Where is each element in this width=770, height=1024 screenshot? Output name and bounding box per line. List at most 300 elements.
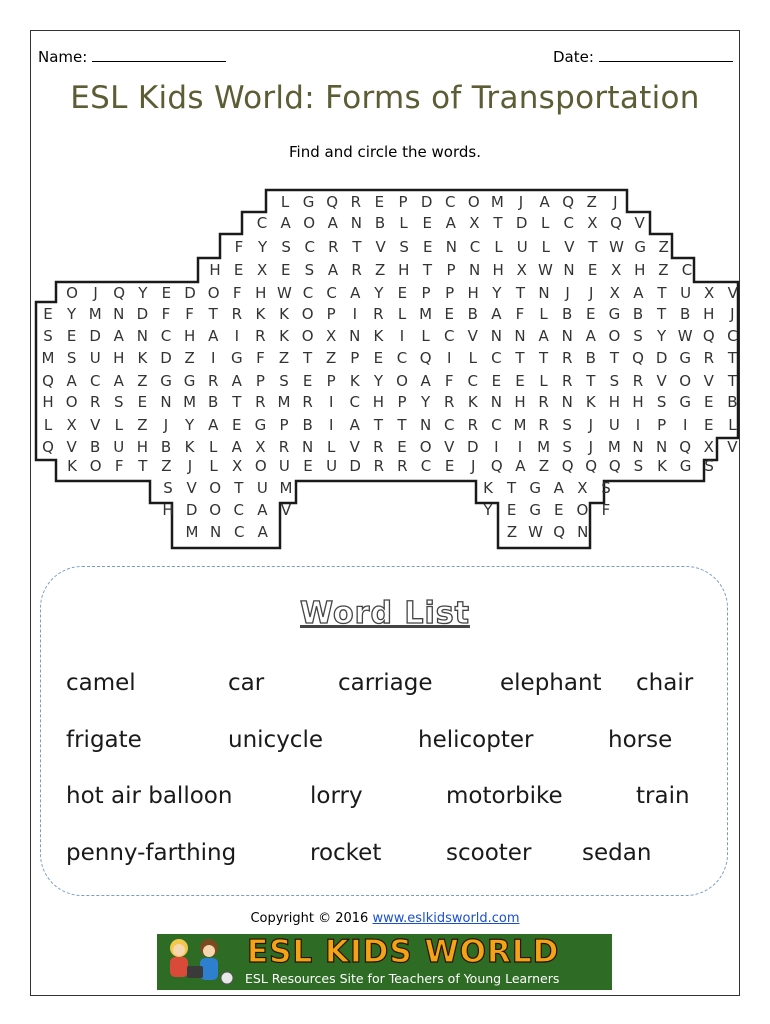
grid-letter[interactable]: P [657, 416, 667, 434]
grid-letter[interactable]: V [634, 214, 645, 232]
grid-letter[interactable]: U [326, 457, 338, 475]
grid-letter[interactable]: E [281, 261, 291, 279]
grid-letter[interactable]: C [304, 238, 316, 256]
grid-letter[interactable]: T [373, 416, 383, 434]
grid-letter[interactable]: V [727, 284, 738, 302]
grid-letter[interactable]: M [513, 416, 527, 434]
grid-letter[interactable]: L [541, 214, 550, 232]
grid-letter[interactable]: T [727, 349, 737, 367]
grid-letter[interactable]: Q [326, 193, 339, 211]
grid-letter[interactable]: O [303, 214, 316, 232]
grid-letter[interactable]: R [255, 327, 266, 345]
grid-letter[interactable]: B [727, 393, 738, 411]
grid-letter[interactable]: U [680, 284, 692, 302]
grid-letter[interactable]: K [67, 457, 77, 475]
grid-letter[interactable]: D [184, 284, 196, 302]
grid-letter[interactable]: Q [610, 214, 622, 232]
grid-letter[interactable]: N [514, 327, 526, 345]
grid-letter[interactable]: O [89, 457, 102, 475]
grid-letter[interactable]: L [399, 214, 408, 232]
grid-letter[interactable]: F [256, 349, 265, 367]
grid-letter[interactable]: Y [374, 284, 384, 302]
grid-letter[interactable]: K [483, 479, 493, 497]
grid-letter[interactable]: N [209, 523, 222, 541]
grid-letter[interactable]: C [467, 372, 479, 390]
grid-letter[interactable]: C [160, 327, 172, 345]
grid-letter[interactable]: X [703, 438, 714, 456]
grid-letter[interactable]: G [302, 193, 315, 211]
grid-letter[interactable]: N [113, 305, 125, 323]
grid-letter[interactable]: R [302, 393, 313, 411]
grid-letter[interactable]: E [515, 372, 525, 390]
grid-letter[interactable]: J [163, 416, 169, 434]
grid-letter[interactable]: A [280, 214, 291, 232]
grid-letter[interactable]: E [444, 305, 454, 323]
grid-letter[interactable]: R [703, 349, 715, 367]
grid-letter[interactable]: E [422, 214, 432, 232]
grid-letter[interactable]: T [232, 393, 242, 411]
grid-letter[interactable]: Q [679, 438, 692, 456]
grid-letter[interactable]: N [561, 393, 573, 411]
grid-letter[interactable]: Q [113, 284, 126, 302]
grid-letter[interactable]: N [538, 284, 550, 302]
grid-letter[interactable]: Z [137, 416, 148, 434]
grid-letter[interactable]: M [185, 523, 199, 541]
grid-letter[interactable]: E [704, 416, 714, 434]
grid-letter[interactable]: A [515, 457, 526, 475]
grid-letter[interactable]: P [446, 261, 456, 279]
grid-letter[interactable]: A [327, 261, 339, 279]
grid-letter[interactable]: S [609, 372, 620, 390]
grid-letter[interactable]: I [517, 438, 523, 456]
grid-letter[interactable]: V [90, 416, 101, 434]
grid-letter[interactable]: S [114, 393, 124, 411]
grid-letter[interactable]: M [183, 393, 197, 411]
grid-letter[interactable]: X [66, 416, 77, 434]
grid-letter[interactable]: P [397, 393, 407, 411]
grid-letter[interactable]: Q [585, 457, 598, 475]
grid-letter[interactable]: Z [137, 372, 148, 390]
grid-letter[interactable]: D [467, 438, 479, 456]
grid-letter[interactable]: P [398, 193, 408, 211]
grid-letter[interactable]: A [349, 416, 360, 434]
grid-letter[interactable]: W [537, 261, 553, 279]
grid-letter[interactable]: C [420, 457, 432, 475]
grid-letter[interactable]: E [232, 416, 242, 434]
grid-letter[interactable]: L [327, 438, 336, 456]
grid-letter[interactable]: X [611, 261, 622, 279]
grid-letter[interactable]: K [279, 305, 289, 323]
grid-letter[interactable]: N [490, 393, 503, 411]
grid-letter[interactable]: H [209, 261, 221, 279]
grid-letter[interactable]: B [302, 416, 313, 434]
grid-letter[interactable]: M [607, 438, 621, 456]
grid-letter[interactable]: W [276, 284, 292, 302]
grid-letter[interactable]: V [467, 327, 478, 345]
grid-letter[interactable]: D [185, 501, 198, 519]
grid-letter[interactable]: N [655, 438, 668, 456]
grid-letter[interactable]: U [516, 238, 528, 256]
grid-letter[interactable]: L [539, 372, 548, 390]
grid-letter[interactable]: G [160, 372, 172, 390]
grid-letter[interactable]: T [234, 479, 244, 497]
grid-letter[interactable]: A [633, 284, 644, 302]
grid-letter[interactable]: C [326, 284, 337, 302]
grid-letter[interactable]: L [209, 438, 218, 456]
grid-letter[interactable]: R [278, 438, 290, 456]
grid-letter[interactable]: H [162, 501, 174, 519]
grid-letter[interactable]: Y [373, 372, 383, 390]
grid-letter[interactable]: E [586, 305, 596, 323]
grid-letter[interactable]: F [232, 284, 242, 302]
grid-letter[interactable]: D [349, 457, 361, 475]
grid-letter[interactable]: Y [185, 416, 195, 434]
grid-letter[interactable]: U [608, 416, 620, 434]
grid-letter[interactable]: O [396, 372, 408, 390]
grid-letter[interactable]: R [373, 438, 384, 456]
grid-letter[interactable]: H [136, 438, 149, 456]
grid-letter[interactable]: B [374, 214, 386, 232]
grid-letter[interactable]: S [399, 238, 409, 256]
grid-letter[interactable]: B [632, 305, 644, 323]
grid-letter[interactable]: K [373, 327, 384, 345]
grid-letter[interactable]: H [514, 393, 526, 411]
grid-letter[interactable]: H [42, 393, 54, 411]
grid-letter[interactable]: T [586, 372, 596, 390]
grid-letter[interactable]: R [328, 238, 339, 256]
grid-letter[interactable]: X [469, 214, 480, 232]
grid-letter[interactable]: A [113, 372, 124, 390]
grid-letter[interactable]: G [608, 305, 621, 323]
grid-letter[interactable]: E [506, 501, 517, 519]
grid-letter[interactable]: Y [492, 284, 502, 302]
grid-letter[interactable]: V [375, 238, 386, 256]
grid-letter[interactable]: N [301, 438, 314, 456]
grid-letter[interactable]: D [160, 349, 172, 367]
grid-letter[interactable]: C [302, 284, 314, 302]
grid-letter[interactable]: O [301, 327, 314, 345]
grid-letter[interactable]: B [680, 305, 691, 323]
grid-letter[interactable]: S [601, 479, 611, 497]
grid-letter[interactable]: A [208, 416, 219, 434]
grid-letter[interactable]: O [576, 501, 589, 519]
grid-letter[interactable]: W [528, 523, 544, 541]
grid-letter[interactable]: A [553, 479, 564, 497]
esl-kids-world-logo[interactable] [157, 934, 612, 990]
grid-letter[interactable]: E [43, 305, 53, 323]
grid-letter[interactable]: K [255, 305, 266, 323]
grid-letter[interactable]: S [704, 457, 714, 475]
grid-letter[interactable]: R [89, 393, 101, 411]
grid-letter[interactable]: C [89, 372, 101, 390]
grid-letter[interactable]: K [279, 327, 289, 345]
grid-letter[interactable]: N [419, 416, 432, 434]
grid-letter[interactable]: I [494, 438, 499, 456]
grid-letter[interactable]: Z [326, 349, 337, 367]
grid-letter[interactable]: J [93, 284, 98, 302]
grid-letter[interactable]: Y [138, 284, 148, 302]
grid-letter[interactable]: P [326, 372, 336, 390]
grid-letter[interactable]: I [446, 349, 452, 367]
grid-letter[interactable]: R [207, 372, 219, 390]
grid-letter[interactable]: S [562, 416, 572, 434]
grid-letter[interactable]: K [657, 457, 667, 475]
grid-letter[interactable]: L [541, 238, 550, 256]
grid-letter[interactable]: E [587, 261, 598, 279]
grid-letter[interactable]: S [304, 261, 315, 279]
grid-letter[interactable]: N [350, 214, 363, 232]
grid-letter[interactable]: H [255, 284, 267, 302]
grid-letter[interactable]: R [373, 305, 384, 323]
grid-letter[interactable]: P [421, 284, 431, 302]
grid-letter[interactable]: N [349, 327, 361, 345]
grid-letter[interactable]: T [727, 372, 737, 390]
grid-letter[interactable]: W [609, 238, 625, 256]
grid-letter[interactable]: I [682, 416, 688, 434]
grid-letter[interactable]: S [633, 327, 643, 345]
grid-letter[interactable]: V [703, 372, 714, 390]
grid-letter[interactable]: S [43, 327, 53, 345]
grid-letter[interactable]: G [679, 457, 692, 475]
grid-letter[interactable]: S [279, 372, 289, 390]
grid-letter[interactable]: J [588, 284, 594, 302]
grid-letter[interactable]: P [350, 349, 360, 367]
grid-letter[interactable]: U [89, 349, 101, 367]
grid-letter[interactable]: H [634, 261, 646, 279]
grid-letter[interactable]: G [529, 501, 542, 519]
grid-letter[interactable]: Y [483, 501, 493, 519]
grid-letter[interactable]: K [137, 349, 148, 367]
grid-letter[interactable]: Q [490, 457, 503, 475]
grid-letter[interactable]: A [350, 284, 361, 302]
grid-letter[interactable]: C [256, 214, 268, 232]
grid-letter[interactable]: L [280, 193, 290, 211]
grid-letter[interactable]: T [657, 305, 667, 323]
grid-letter[interactable]: J [588, 438, 594, 456]
grid-letter[interactable]: I [234, 327, 240, 345]
grid-letter[interactable]: I [210, 349, 216, 367]
grid-letter[interactable]: A [257, 501, 268, 519]
grid-letter[interactable]: S [656, 393, 667, 411]
grid-letter[interactable]: D [136, 305, 149, 323]
grid-letter[interactable]: O [419, 438, 432, 456]
grid-letter[interactable]: B [90, 438, 101, 456]
grid-letter[interactable]: C [349, 393, 361, 411]
grid-letter[interactable]: C [396, 349, 408, 367]
grid-letter[interactable]: L [728, 416, 737, 434]
grid-letter[interactable]: Q [562, 193, 575, 211]
grid-letter[interactable]: R [467, 416, 479, 434]
grid-letter[interactable]: G [634, 238, 647, 256]
grid-letter[interactable]: G [529, 479, 542, 497]
grid-letter[interactable]: E [233, 261, 244, 279]
grid-letter[interactable]: C [233, 523, 245, 541]
grid-letter[interactable]: F [161, 305, 171, 323]
grid-letter[interactable]: U [256, 479, 268, 497]
grid-letter[interactable]: X [516, 261, 527, 279]
grid-letter[interactable]: A [538, 327, 549, 345]
grid-letter[interactable]: Z [538, 457, 550, 475]
grid-letter[interactable]: H [113, 349, 125, 367]
grid-letter[interactable]: C [444, 193, 456, 211]
grid-letter[interactable]: Y [258, 238, 268, 256]
grid-letter[interactable]: G [230, 349, 243, 367]
grid-letter[interactable]: I [635, 416, 641, 434]
grid-letter[interactable]: R [632, 372, 644, 390]
grid-letter[interactable]: D [420, 193, 433, 211]
grid-letter[interactable]: Q [42, 438, 54, 456]
grid-letter[interactable]: F [515, 305, 525, 323]
grid-letter[interactable]: O [209, 501, 222, 519]
grid-letter[interactable]: T [352, 238, 362, 256]
grid-letter[interactable]: E [397, 438, 407, 456]
grid-letter[interactable]: Y [657, 327, 667, 345]
grid-letter[interactable]: S [66, 349, 77, 367]
grid-letter[interactable]: Q [702, 327, 715, 345]
grid-letter[interactable]: Z [375, 261, 386, 279]
grid-letter[interactable]: T [208, 305, 218, 323]
grid-letter[interactable]: R [538, 416, 549, 434]
grid-letter[interactable]: X [255, 438, 266, 456]
grid-letter[interactable]: C [469, 238, 481, 256]
grid-letter[interactable]: R [561, 349, 573, 367]
grid-letter[interactable]: E [66, 327, 77, 345]
grid-letter[interactable]: Y [67, 305, 77, 323]
grid-letter[interactable]: C [563, 214, 575, 232]
grid-letter[interactable]: H [492, 261, 504, 279]
grid-letter[interactable]: O [608, 327, 621, 345]
grid-letter[interactable]: P [279, 416, 289, 434]
website-link[interactable]: www.eslkidsworld.com [372, 911, 520, 926]
grid-letter[interactable]: Y [421, 393, 431, 411]
grid-letter[interactable]: L [209, 457, 218, 475]
grid-letter[interactable]: B [585, 349, 596, 367]
grid-letter[interactable]: F [234, 238, 244, 256]
grid-letter[interactable]: O [301, 305, 314, 323]
grid-letter[interactable]: J [518, 193, 524, 211]
grid-letter[interactable]: Z [658, 238, 669, 256]
grid-letter[interactable]: X [704, 284, 715, 302]
grid-letter[interactable]: J [470, 457, 476, 475]
grid-letter[interactable]: N [632, 438, 644, 456]
grid-letter[interactable]: N [490, 327, 503, 345]
grid-letter[interactable]: G [183, 372, 196, 390]
grid-letter[interactable]: N [445, 238, 458, 256]
grid-letter[interactable]: A [208, 327, 219, 345]
grid-letter[interactable]: O [209, 479, 222, 497]
grid-letter[interactable]: A [491, 305, 502, 323]
grid-letter[interactable]: P [255, 372, 265, 390]
grid-letter[interactable]: F [601, 501, 611, 519]
grid-letter[interactable]: L [421, 327, 430, 345]
grid-letter[interactable]: V [564, 238, 575, 256]
grid-letter[interactable]: P [326, 305, 336, 323]
grid-letter[interactable]: M [537, 438, 551, 456]
grid-letter[interactable]: T [609, 349, 619, 367]
grid-letter[interactable]: R [561, 372, 573, 390]
grid-letter[interactable]: K [184, 438, 195, 456]
grid-letter[interactable]: E [423, 238, 433, 256]
grid-letter[interactable]: A [585, 327, 596, 345]
grid-letter[interactable]: E [302, 372, 313, 390]
grid-letter[interactable]: O [254, 457, 267, 475]
grid-letter[interactable]: H [372, 393, 385, 411]
grid-letter[interactable]: E [374, 193, 385, 211]
grid-letter[interactable]: M [279, 479, 293, 497]
grid-letter[interactable]: M [419, 305, 433, 323]
grid-letter[interactable]: S [562, 438, 572, 456]
grid-letter[interactable]: Q [419, 349, 432, 367]
grid-letter[interactable]: T [515, 349, 525, 367]
grid-letter[interactable]: T [303, 349, 313, 367]
grid-letter[interactable]: V [727, 438, 738, 456]
grid-letter[interactable]: J [613, 193, 618, 211]
grid-letter[interactable]: N [577, 523, 589, 541]
grid-letter[interactable]: F [444, 372, 454, 390]
grid-letter[interactable]: E [397, 284, 408, 302]
grid-letter[interactable]: G [679, 393, 692, 411]
grid-letter[interactable]: Q [608, 457, 621, 475]
grid-letter[interactable]: C [233, 501, 245, 519]
grid-letter[interactable]: H [608, 393, 621, 411]
grid-letter[interactable]: V [349, 438, 360, 456]
grid-letter[interactable]: T [507, 479, 517, 497]
grid-letter[interactable]: A [231, 372, 242, 390]
grid-letter[interactable]: Z [278, 349, 290, 367]
grid-letter[interactable]: T [422, 261, 432, 279]
grid-letter[interactable]: C [443, 327, 455, 345]
grid-letter[interactable]: O [467, 193, 480, 211]
grid-letter[interactable]: T [138, 457, 148, 475]
grid-letter[interactable]: J [187, 457, 193, 475]
grid-letter[interactable]: H [632, 393, 644, 411]
grid-letter[interactable]: M [277, 393, 291, 411]
grid-letter[interactable]: E [554, 501, 564, 519]
grid-letter[interactable]: C [443, 416, 455, 434]
grid-letter[interactable]: C [491, 416, 502, 434]
grid-letter[interactable]: L [539, 305, 548, 323]
grid-letter[interactable]: G [679, 349, 692, 367]
grid-letter[interactable]: V [656, 372, 667, 390]
grid-letter[interactable]: C [681, 261, 693, 279]
grid-letter[interactable]: R [373, 457, 385, 475]
grid-letter[interactable]: R [443, 393, 455, 411]
grid-letter[interactable]: M [88, 305, 102, 323]
grid-letter[interactable]: Q [561, 457, 574, 475]
grid-letter[interactable]: Z [658, 261, 669, 279]
grid-letter[interactable]: D [655, 349, 668, 367]
grid-letter[interactable]: F [114, 457, 124, 475]
grid-letter[interactable]: D [89, 327, 101, 345]
grid-letter[interactable]: K [467, 393, 478, 411]
grid-letter[interactable]: X [587, 214, 598, 232]
grid-letter[interactable]: L [494, 238, 503, 256]
grid-letter[interactable]: E [303, 457, 313, 475]
grid-letter[interactable]: M [490, 193, 504, 211]
grid-letter[interactable]: R [351, 261, 362, 279]
grid-letter[interactable]: O [679, 372, 692, 390]
grid-letter[interactable]: L [114, 416, 123, 434]
grid-letter[interactable]: B [160, 438, 172, 456]
grid-letter[interactable]: O [66, 284, 78, 302]
grid-letter[interactable]: A [66, 372, 77, 390]
grid-letter[interactable]: H [183, 327, 196, 345]
grid-letter[interactable]: U [113, 438, 125, 456]
grid-letter[interactable]: T [539, 349, 549, 367]
grid-letter[interactable]: Z [506, 523, 518, 541]
grid-letter[interactable]: Z [161, 457, 172, 475]
grid-letter[interactable]: B [467, 305, 478, 323]
